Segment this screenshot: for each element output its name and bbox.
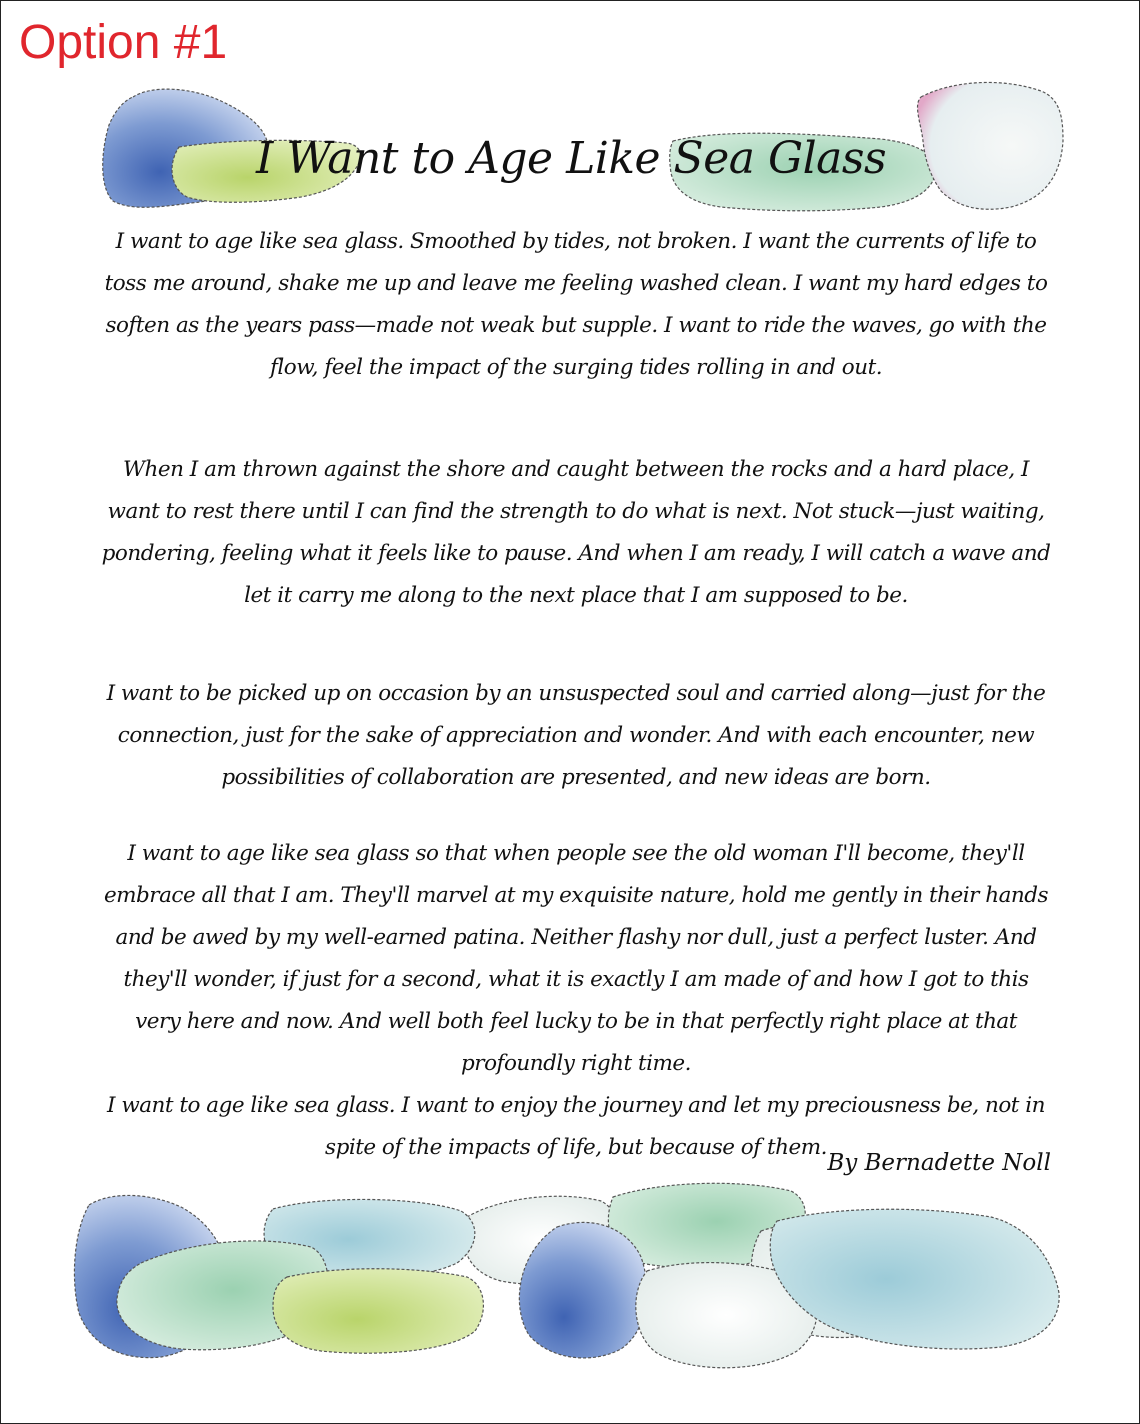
poem-title: I Want to Age Like Sea Glass <box>255 133 887 184</box>
poem-paragraph-4: I want to age like sea glass so that when people see the old woman I'll become, they'll embrace all that I am. They'll marvel at my exquisite nature, hold me gently in their hands and be awed by my well-earned patina. Neither flashy nor dull, just a perfect luster. And they'll wonder, if just for a second, what it is exactly I am made of and how I got to this very here and now. And well both feel lucky to be in that perfectly right place at that profoundly right time. <box>103 841 1049 1076</box>
bottom-lime-glass <box>273 1269 483 1353</box>
option-label: Option #1 <box>19 16 228 69</box>
bottom-glass-group <box>74 1183 1059 1367</box>
poem-paragraph-2: When I am thrown against the shore and caught between the rocks and a hard place, I want to rest there until I can find the strength to do what is next. Not stuck—just waiting, pondering, feeling what it feels like to pause. And when I am ready, I will catch a wave and let it carry me along to the next place that I am supposed to be. <box>101 457 1051 608</box>
poem-paragraph-5: I want to age like sea glass. I want to enjoy the journey and let my preciousness be, not in spite of the impacts of life, but because of them. <box>107 1093 1045 1160</box>
bottom-blue-glass-center <box>519 1222 647 1358</box>
poem-paragraph-1: I want to age like sea glass. Smoothed by tides, not broken. I want the currents of life to toss me around, shake me up and leave me feeling washed clean. I want my hard edges to soften as the years pass—made not weak but supple. I want to ride the waves, go with the flow, feel the impact of the surging tides rolling in and out. <box>104 229 1048 380</box>
poem-byline: By Bernadette Noll <box>827 1150 1051 1176</box>
top-frost-pink-glass <box>918 82 1063 209</box>
poem-paragraph-3: I want to be picked up on occasion by an unsuspected soul and carried along—just for the connection, just for the sake of appreciation and wonder. And with each encounter, new possibilities of collaboration are presented, and new ideas are born. <box>106 681 1046 790</box>
